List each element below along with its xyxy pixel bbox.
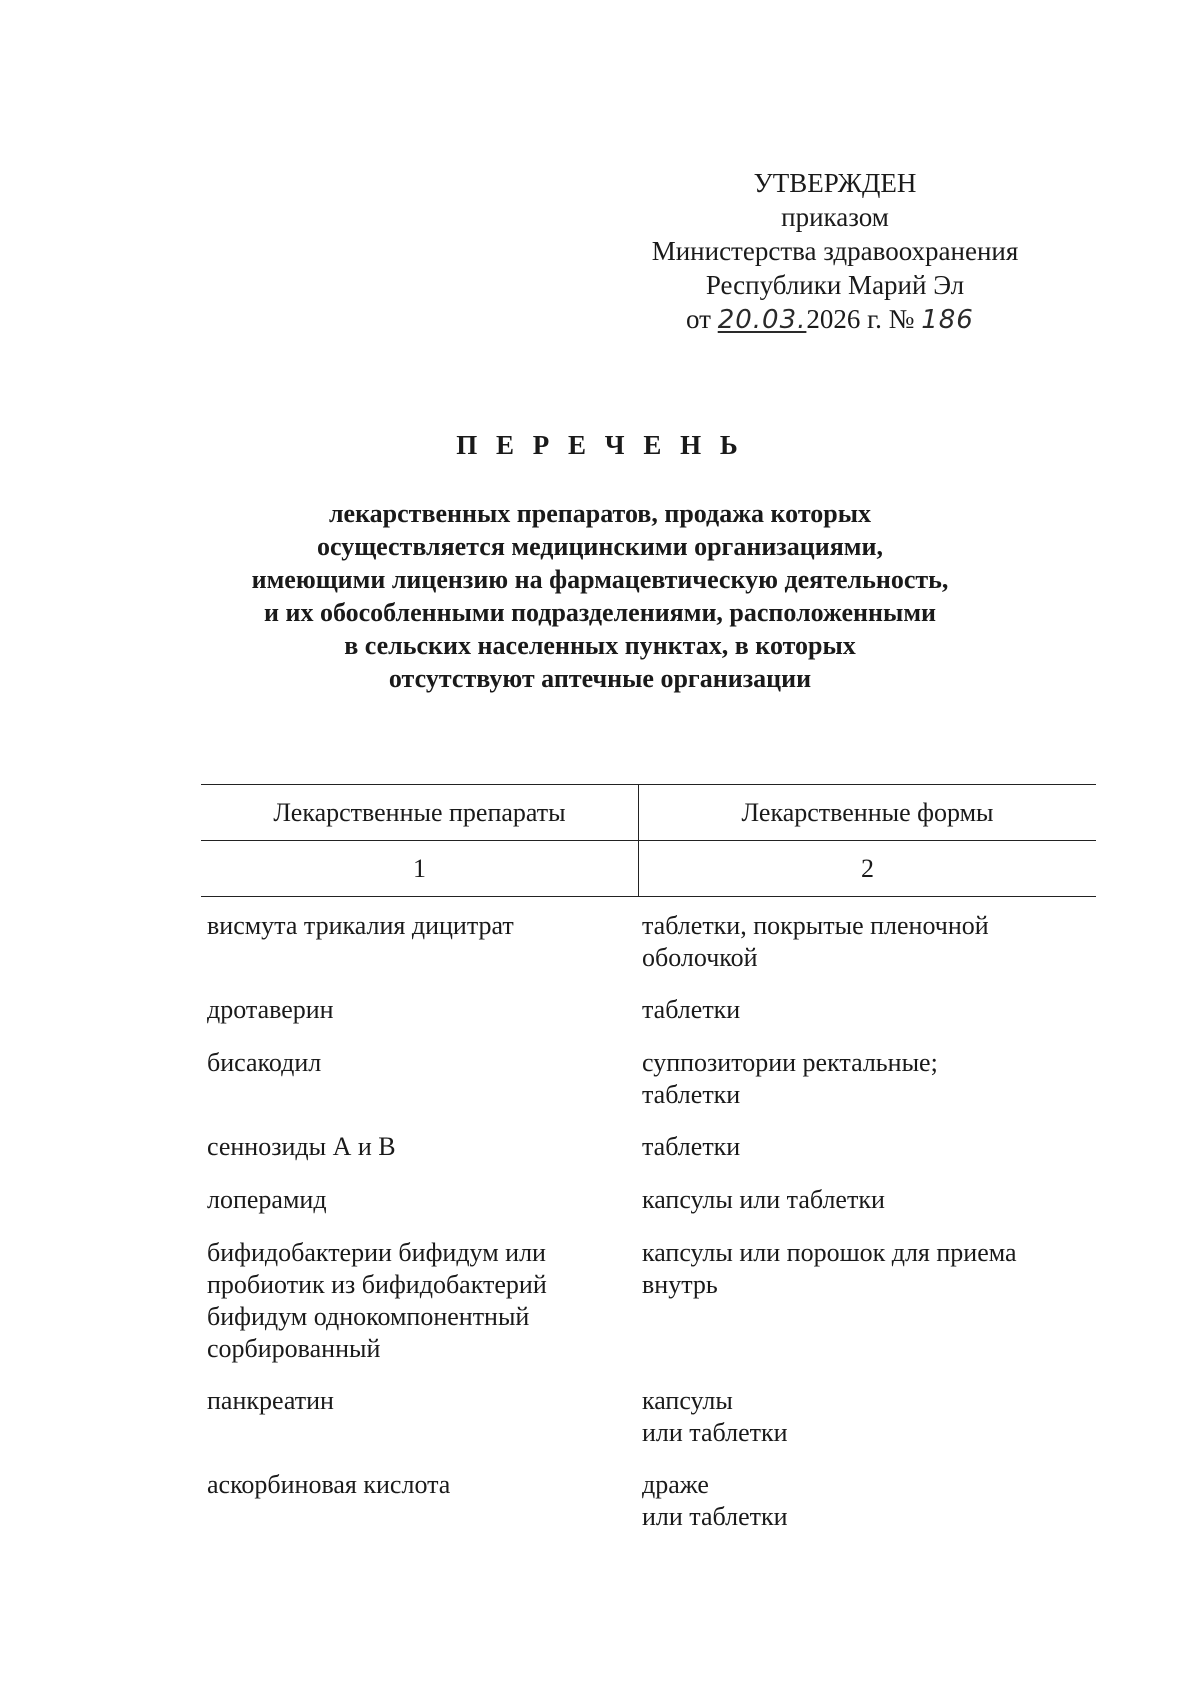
drug-name: висмута трикалия дицитрат <box>207 911 514 940</box>
document-title: П Е Р Е Ч Е Н Ь <box>456 430 744 460</box>
table-top-rule <box>201 784 1096 785</box>
form-text: таблетки, покрытые пленочной <box>642 911 989 940</box>
drug-name: бифидобактерии бифидум или <box>207 1238 546 1267</box>
drug-cell <box>207 1237 607 1365</box>
form-cell <box>642 994 1082 1026</box>
form-cell <box>642 1131 1082 1163</box>
column-number-2: 2 <box>861 854 874 883</box>
form-text: оболочкой <box>642 943 758 972</box>
approval-ministry: Министерства здравоохранения <box>651 236 1019 266</box>
subtitle-line: в сельских населенных пунктах, в которых <box>344 631 856 660</box>
drug-name: бисакодил <box>207 1048 322 1077</box>
approval-stamp-block <box>600 166 1070 337</box>
approval-date-year: 2026 г. № <box>806 304 915 334</box>
handwritten-order-number: 186 <box>921 305 974 335</box>
subtitle-line: отсутствуют аптечные организации <box>388 664 812 693</box>
subtitle-line: осуществляется медицинскими организациями, <box>317 532 883 561</box>
header-drugs: Лекарственные препараты <box>273 798 566 827</box>
approval-heading: УТВЕРЖДЕН <box>753 168 917 198</box>
table-header-rule <box>201 840 1096 841</box>
approval-date-line <box>600 302 1070 337</box>
form-text: капсулы или порошок для приема <box>642 1238 1017 1267</box>
column-number-1: 1 <box>413 854 426 883</box>
form-cell <box>642 1047 1082 1111</box>
form-cell <box>642 1237 1082 1301</box>
drug-cell <box>207 994 607 1026</box>
drug-name: дротаверин <box>207 995 334 1024</box>
document-subtitle <box>200 497 1000 695</box>
form-cell <box>642 1184 1082 1216</box>
form-text: таблетки <box>642 995 741 1024</box>
subtitle-line: лекарственных препаратов, продажа которых <box>328 499 872 528</box>
approval-date-prefix: от <box>686 304 711 334</box>
form-text: капсулы или таблетки <box>642 1185 885 1214</box>
drug-name: аскорбиновая кислота <box>207 1470 451 1499</box>
form-text: таблетки <box>642 1080 741 1109</box>
table-number-rule <box>201 896 1096 897</box>
subtitle-line: и их обособленными подразделениями, расположенными <box>263 598 937 627</box>
form-text: таблетки <box>642 1132 741 1161</box>
drug-cell <box>207 1184 607 1216</box>
form-cell <box>642 1469 1082 1533</box>
form-text: внутрь <box>642 1270 718 1299</box>
subtitle-line: имеющими лицензию на фармацевтическую деятельность, <box>251 565 949 594</box>
form-text: или таблетки <box>642 1418 788 1447</box>
drug-name: пробиотик из бифидобактерий <box>207 1270 547 1299</box>
drug-cell <box>207 1047 607 1079</box>
handwritten-date: 20.03. <box>717 305 807 335</box>
drug-cell <box>207 910 607 942</box>
drug-name: панкреатин <box>207 1386 334 1415</box>
form-text: капсулы <box>642 1386 733 1415</box>
drug-name: лоперамид <box>207 1185 327 1214</box>
form-cell <box>642 1385 1082 1449</box>
drug-cell <box>207 1469 607 1501</box>
drug-name: сеннозиды А и В <box>207 1132 396 1161</box>
form-cell <box>642 910 1082 974</box>
drug-name: сорбированный <box>207 1334 381 1363</box>
drug-cell <box>207 1385 607 1417</box>
form-text: суппозитории ректальные; <box>642 1048 938 1077</box>
form-text: или таблетки <box>642 1502 788 1531</box>
header-forms: Лекарственные формы <box>741 798 994 827</box>
approval-republic: Республики Марий Эл <box>705 270 965 300</box>
drug-cell <box>207 1131 607 1163</box>
approval-by-order: приказом <box>781 202 889 232</box>
drug-name: бифидум однокомпонентный <box>207 1302 530 1331</box>
form-text: драже <box>642 1470 709 1499</box>
